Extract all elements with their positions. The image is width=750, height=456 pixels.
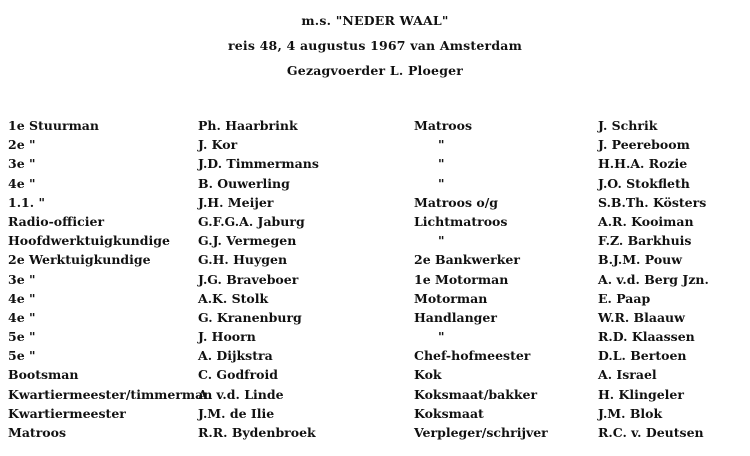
crew-role: Matroos bbox=[414, 118, 473, 133]
crew-name: A. Dijkstra bbox=[198, 348, 273, 364]
crew-name: A.K. Stolk bbox=[198, 290, 269, 306]
left-names-column bbox=[198, 116, 319, 442]
document-header bbox=[0, 8, 750, 83]
crew-name: J.H. Meijer bbox=[198, 194, 274, 210]
crew-name: R.C. v. Deutsen bbox=[598, 425, 704, 440]
crew-name: H.H.A. Rozie bbox=[598, 156, 688, 172]
crew-role: Kok bbox=[414, 367, 442, 383]
crew-name: J.M. de Ilie bbox=[198, 405, 275, 421]
crew-name: G. Kranenburg bbox=[198, 309, 302, 325]
crew-name: C. Godfroid bbox=[198, 367, 278, 383]
crew-role: Koksmaat bbox=[414, 405, 484, 421]
captain-line: Gezagvoerder L. Ploeger bbox=[286, 63, 464, 78]
crew-name: J. Schrik bbox=[598, 118, 658, 133]
crew-name: G.J. Vermegen bbox=[198, 233, 297, 249]
crew-role: Verpleger/schrijver bbox=[414, 425, 548, 440]
crew-role: " bbox=[438, 137, 445, 153]
crew-name: A. v.d. Linde bbox=[198, 386, 284, 402]
left-roles-column bbox=[8, 116, 212, 442]
crew-name: F.Z. Barkhuis bbox=[598, 233, 692, 249]
crew-name: A. Israel bbox=[598, 367, 657, 383]
crew-role: 2e Werktuigkundige bbox=[8, 252, 151, 268]
crew-name: J. Kor bbox=[198, 137, 238, 153]
crew-name: J.M. Blok bbox=[598, 405, 663, 421]
crew-name: G.H. Huygen bbox=[198, 252, 288, 268]
crew-role: " bbox=[438, 329, 445, 345]
crew-role: " bbox=[438, 233, 445, 249]
crew-role: " bbox=[438, 175, 445, 191]
crew-name: B.J.M. Pouw bbox=[598, 252, 683, 268]
crew-role: 4e " bbox=[8, 290, 36, 306]
crew-role: 4e " bbox=[8, 309, 36, 325]
right-names-column bbox=[598, 116, 709, 442]
crew-role: Chef-hofmeester bbox=[414, 348, 531, 364]
crew-name: Ph. Haarbrink bbox=[198, 118, 298, 133]
ship-name: m.s. "NEDER WAAL" bbox=[301, 13, 449, 28]
crew-role: Kwartiermeester/timmerman bbox=[8, 386, 213, 402]
crew-role: 1e Stuurman bbox=[8, 118, 99, 133]
crew-name: R.D. Klaassen bbox=[598, 329, 695, 345]
crew-role: Matroos o/g bbox=[414, 194, 499, 210]
crew-name: W.R. Blaauw bbox=[598, 309, 685, 325]
crew-name: R.R. Bydenbroek bbox=[198, 425, 316, 440]
crew-name: J.G. Braveboer bbox=[198, 271, 299, 287]
crew-name: D.L. Bertoen bbox=[598, 348, 687, 364]
crew-name: J.D. Timmermans bbox=[198, 156, 319, 172]
crew-role: 1e Motorman bbox=[414, 271, 509, 287]
right-roles-column bbox=[414, 116, 548, 442]
crew-role: 4e " bbox=[8, 175, 36, 191]
crew-name: S.B.Th. Kösters bbox=[598, 194, 707, 210]
crew-role: Lichtmatroos bbox=[414, 213, 508, 229]
crew-role: 2e Bankwerker bbox=[414, 252, 520, 268]
crew-name: G.F.G.A. Jaburg bbox=[198, 213, 305, 229]
crew-role: Hoofdwerktuigkundige bbox=[8, 233, 170, 249]
crew-name: A. v.d. Berg Jzn. bbox=[598, 271, 709, 287]
crew-role: Handlanger bbox=[414, 309, 497, 325]
crew-role: 5e " bbox=[8, 348, 36, 364]
crew-role: 1.1. " bbox=[8, 194, 45, 210]
crew-role: Motorman bbox=[414, 290, 488, 306]
crew-role: 2e " bbox=[8, 137, 36, 153]
crew-name: J. Hoorn bbox=[198, 329, 256, 345]
crew-role: Kwartiermeester bbox=[8, 405, 126, 421]
crew-name: B. Ouwerling bbox=[198, 175, 290, 191]
crew-role: Matroos bbox=[8, 425, 67, 440]
crew-name: J. Peereboom bbox=[598, 137, 690, 153]
voyage-line: reis 48, 4 augustus 1967 van Amsterdam bbox=[227, 38, 522, 53]
crew-role: 3e " bbox=[8, 156, 36, 172]
crew-name: A.R. Kooiman bbox=[598, 213, 694, 229]
crew-role: Bootsman bbox=[8, 367, 79, 383]
crew-role: Koksmaat/bakker bbox=[414, 386, 538, 402]
crew-role: Radio-officier bbox=[8, 213, 105, 229]
crew-role: " bbox=[438, 156, 445, 172]
crew-name: H. Klingeler bbox=[598, 386, 684, 402]
crew-name: J.O. Stokfleth bbox=[598, 175, 690, 191]
crew-name: E. Paap bbox=[598, 290, 651, 306]
crew-role: 3e " bbox=[8, 271, 36, 287]
crew-role: 5e " bbox=[8, 329, 36, 345]
